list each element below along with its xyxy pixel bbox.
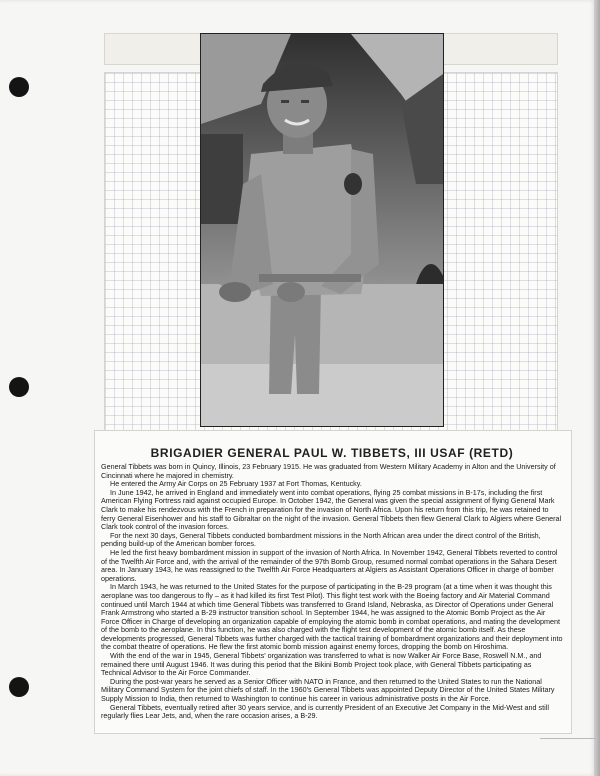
bio-paragraph: In June 1942, he arrived in England and immediately went into combat operations, flying 25 combat missions in B-17s, including the first American Flying Fortress raid against occupied Europe. In October 1942, the General was given the special assignment of flying General Mark Clark to make his rendezvous with the French in preparation for the invasion of North Africa. Upon his return from this trip, he was retained to ferry General Eisenhower and his staff to Gibraltar on the night of the invasion. General Tibbets then flew General Clark to Algiers where General Clark took control of the invasion forces.	[101, 487, 562, 532]
page-edge	[594, 0, 600, 776]
bio-paragraph: General Tibbets was born in Quincy, Illinois, 23 February 1915. He was graduated from Western Military Academy in Alton and the University of Cincinnati where he majored in chemistry.	[101, 462, 556, 480]
biography-text	[101, 463, 563, 721]
bio-paragraph: With the end of the war in 1945, General Tibbets' organization was transferred to what is now Walker Air Force Base, Roswell N.M., and remained there until August 1946. It was during this period that the Bikini Bomb Project took place, with General Tibbets participating as Technical Advisor to the Air Force Commander.	[101, 651, 542, 678]
document-title: BRIGADIER GENERAL PAUL W. TIBBETS, III USAF (RETD)	[150, 446, 514, 460]
bio-paragraph: During the post-war years he served as a Senior Officer with NATO in France, and then returned to the United States to run the National Military Command System for the joint chiefs of staff. In the 1960's General Tibbets was appointed Deputy Director of the United States Military Supply Mission to India, then returned to Washington to continue his career in various administrative posts in the Air Force.	[101, 676, 555, 704]
bio-paragraph: General Tibbets, eventually retired after 30 years service, and is currently President of an Executive Jet Company in the Mid-West and still regularly flies Lear Jets, and, when the rare occasion arises, a B-29.	[101, 702, 549, 721]
portrait-photo	[200, 33, 444, 427]
bio-paragraph: In March 1943, he was returned to the United States for the purpose of participating in the B-29 program (at a time when it was thought this aeroplane was too dangerous to fly – as it had killed its first Test Pilot). This flight test work with the Boeing factory and Air Material Command continued until March 1944 at which time General Tibbets was transferred to Grand Island, Nebraska, as Director of Operations under General Frank Armstrong who started a B-29 instructor transition school. In September 1944, he was assigned to the Atomic Bomb Project as the Air Force Officer in Charge of developing an organization capable of employing the atomic bomb in combat operations, and mating the development of the bomb to the aeroplane. In this function, he was also charged with the flight test development of the atomic bomb itself. As these developments progressed, General Tibbets was further charged with the tactical training of bombardment organizations and their deployment into the combat theatre of operations. He flew the first atomic bomb mission against enemy forces, dropping the bomb on Hiroshima.	[101, 582, 563, 652]
bio-paragraph: He entered the Army Air Corps on 25 February 1937 at Fort Thomas, Kentucky.	[110, 479, 362, 489]
binder-hole-bottom	[9, 677, 29, 697]
binder-hole-middle	[9, 377, 29, 397]
bio-paragraph: He led the first heavy bombardment mission in support of the invasion of North Africa. In November 1942, General Tibbets reverted to control of the Twelfth Air Force and, with the arrival of the remainder of the 97th Bomb Group, resumed normal combat operations in the Sahara Desert area. In January 1943, he was reassigned to the Twelfth Air Force Headquarters at Algiers as Assistant Operations Officer in charge of bomber operations.	[101, 547, 558, 583]
page-bottom-rule	[540, 738, 596, 739]
bio-paragraph: For the next 30 days, General Tibbets conducted bombardment missions in the North African area under the direct control of the British, pending build-up of the American bomber forces.	[101, 530, 541, 549]
binder-hole-top	[9, 77, 29, 97]
portrait-illustration	[201, 34, 443, 426]
